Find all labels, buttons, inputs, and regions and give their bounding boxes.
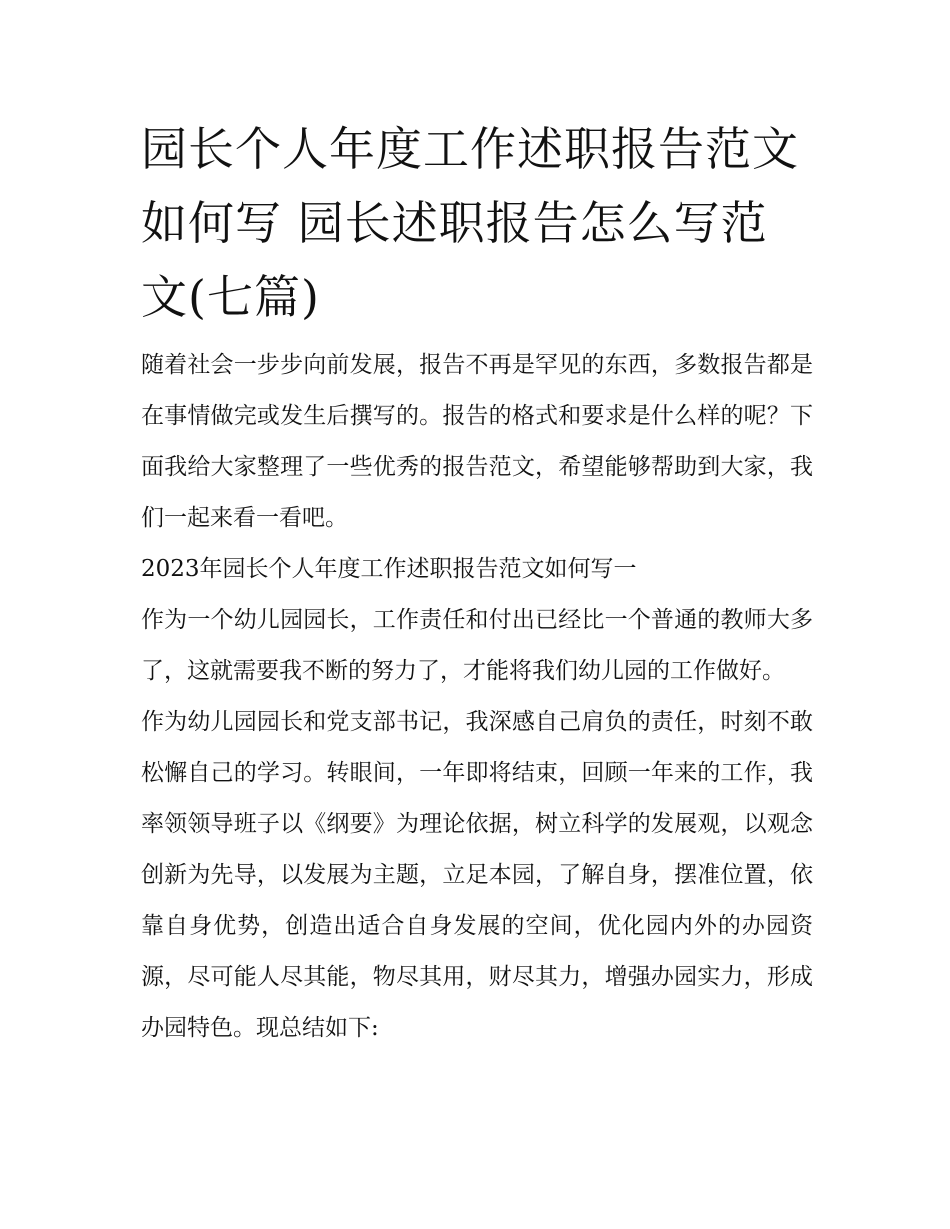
document-title: 园长个人年度工作述职报告范文如何写 园长述职报告怎么写范文(七篇): [141, 122, 799, 324]
section-heading: 2023年园长个人年度工作述职报告范文如何写一: [141, 556, 637, 582]
document-page: [141, 112, 813, 1054]
body-paragraph: 作为一个幼儿园园长，工作责任和付出已经比一个普通的教师大多了，这就需要我不断的努力了，才能将我们幼儿园的工作做好。: [141, 607, 813, 684]
intro-paragraph: 随着社会一步步向前发展，报告不再是罕见的东西，多数报告都是在事情做完或发生后撰写的。报告的格式和要求是什么样的呢？下面我给大家整理了一些优秀的报告范文，希望能够帮助到大家，我们一起来看一看吧。: [141, 352, 813, 531]
body-paragraph: 作为幼儿园园长和党支部书记，我深感自己肩负的责任，时刻不敢松懈自己的学习。转眼间，一年即将结束，回顾一年来的工作，我率领领导班子以《纲要》为理论依据，树立科学的发展观，以观念创新为先导，以发展为主题，立足本园，了解自身，摆准位置，依靠自身优势，创造出适合自身发展的空间，优化园内外的办园资源，尽可能人尽其能，物尽其用，财尽其力，增强办园实力，形成办园特色。现总结如下:: [141, 709, 813, 1041]
document-body: [141, 340, 813, 1054]
